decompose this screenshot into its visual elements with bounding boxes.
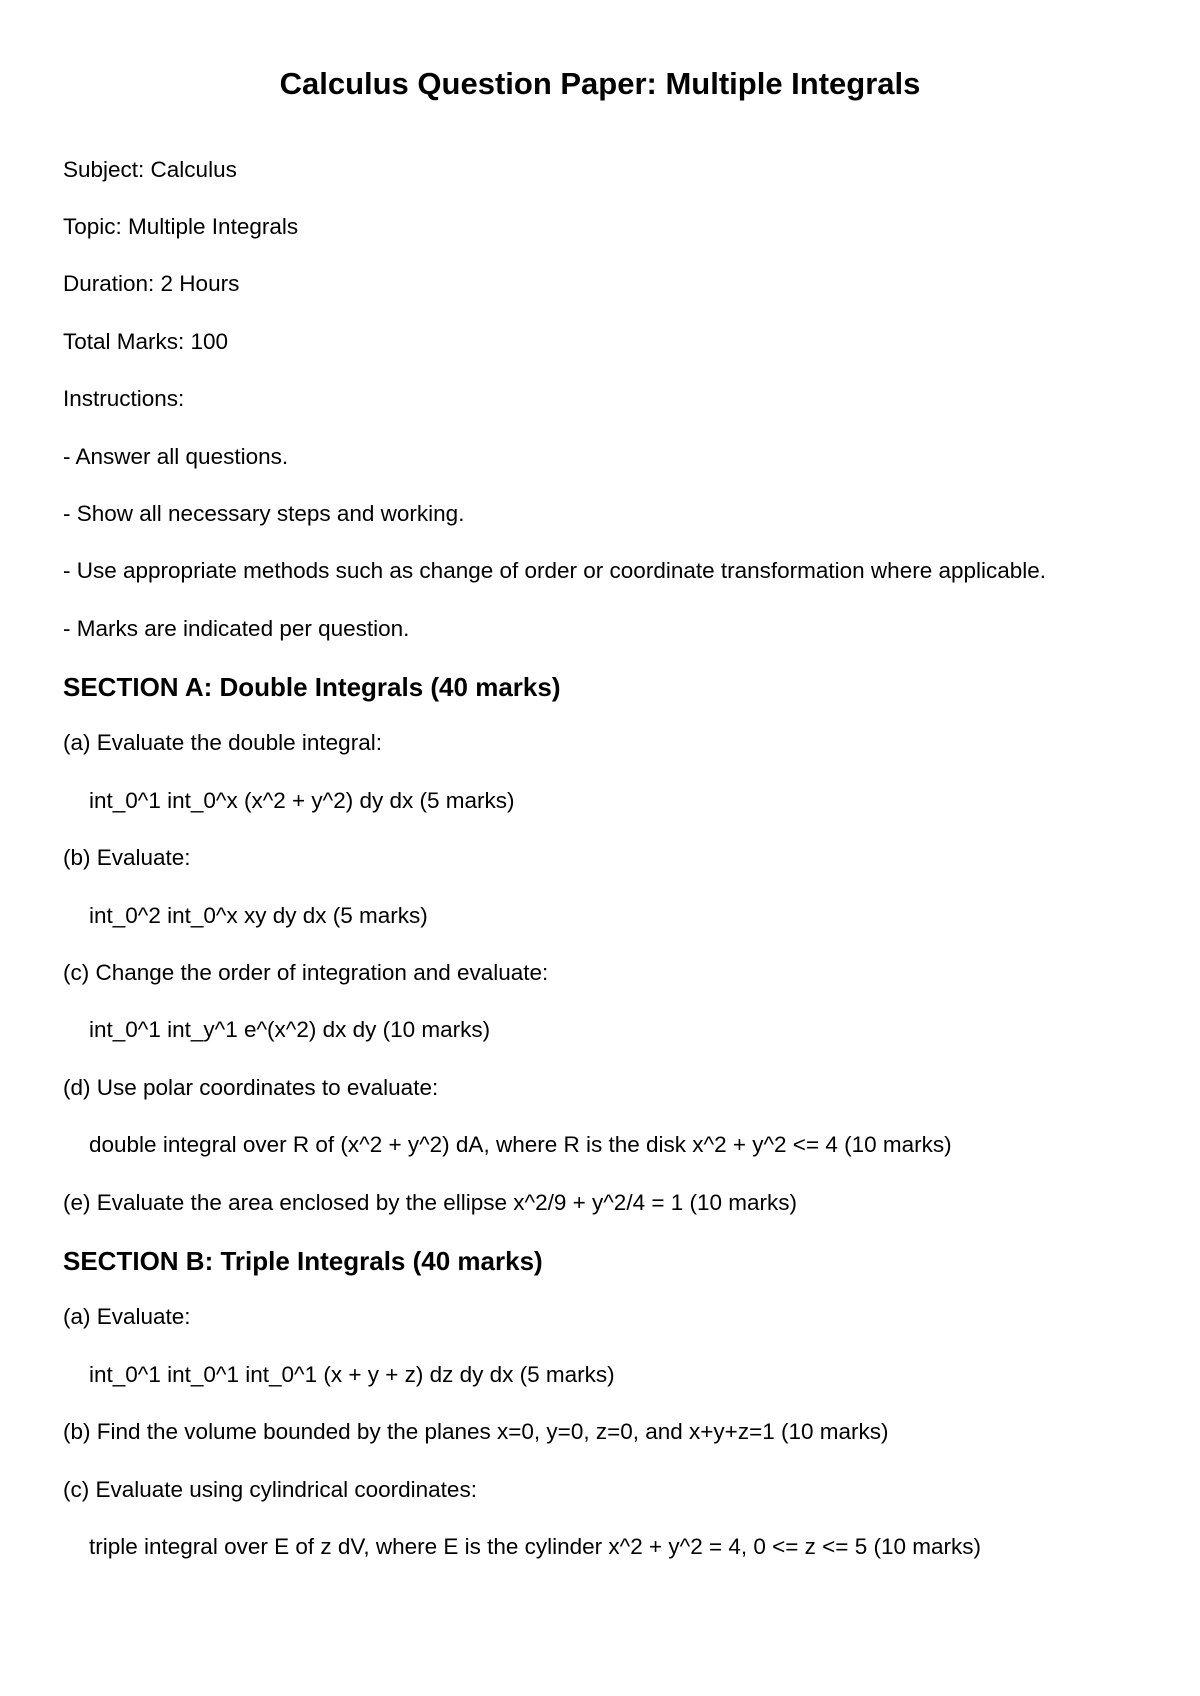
topic-line: Topic: Multiple Integrals — [63, 214, 299, 239]
question-label: (b) Find the volume bounded by the planes x=0, y=0, z=0, and x+y+z=1 (10 marks) — [63, 1419, 889, 1444]
question-expression: double integral over R of (x^2 + y^2) dA, where R is the disk x^2 + y^2 <= 4 (10 marks) — [89, 1132, 952, 1157]
instructions-heading: Instructions: — [63, 386, 185, 411]
section-a-heading: SECTION A: Double Integrals (40 marks) — [63, 672, 561, 702]
question-label: (a) Evaluate the double integral: — [63, 730, 382, 755]
question-expression: int_0^1 int_0^1 int_0^1 (x + y + z) dz dy dx (5 marks) — [89, 1362, 615, 1387]
question-label: (c) Evaluate using cylindrical coordinates: — [63, 1477, 477, 1502]
subject-line: Subject: Calculus — [63, 157, 237, 182]
question-label: (e) Evaluate the area enclosed by the ellipse x^2/9 + y^2/4 = 1 (10 marks) — [63, 1190, 798, 1215]
question-expression: int_0^1 int_y^1 e^(x^2) dx dy (10 marks) — [89, 1017, 491, 1042]
instruction-item: - Use appropriate methods such as change of order or coordinate transformation where applicable. — [63, 558, 1047, 583]
question-expression: triple integral over E of z dV, where E is the cylinder x^2 + y^2 = 4, 0 <= z <= 5 (10 marks) — [89, 1534, 981, 1559]
section-b-heading: SECTION B: Triple Integrals (40 marks) — [63, 1246, 543, 1276]
page-title: Calculus Question Paper: Multiple Integrals — [279, 66, 921, 101]
instruction-item: - Answer all questions. — [63, 444, 289, 469]
question-label: (d) Use polar coordinates to evaluate: — [63, 1075, 439, 1100]
duration-line: Duration: 2 Hours — [63, 271, 240, 296]
question-label: (b) Evaluate: — [63, 845, 191, 870]
total-marks-line: Total Marks: 100 — [63, 329, 229, 354]
question-expression: int_0^1 int_0^x (x^2 + y^2) dy dx (5 marks) — [89, 788, 515, 813]
question-label: (a) Evaluate: — [63, 1304, 191, 1329]
question-expression: int_0^2 int_0^x xy dy dx (5 marks) — [89, 903, 428, 928]
instruction-item: - Marks are indicated per question. — [63, 616, 410, 641]
instruction-item: - Show all necessary steps and working. — [63, 501, 465, 526]
question-label: (c) Change the order of integration and evaluate: — [63, 960, 549, 985]
